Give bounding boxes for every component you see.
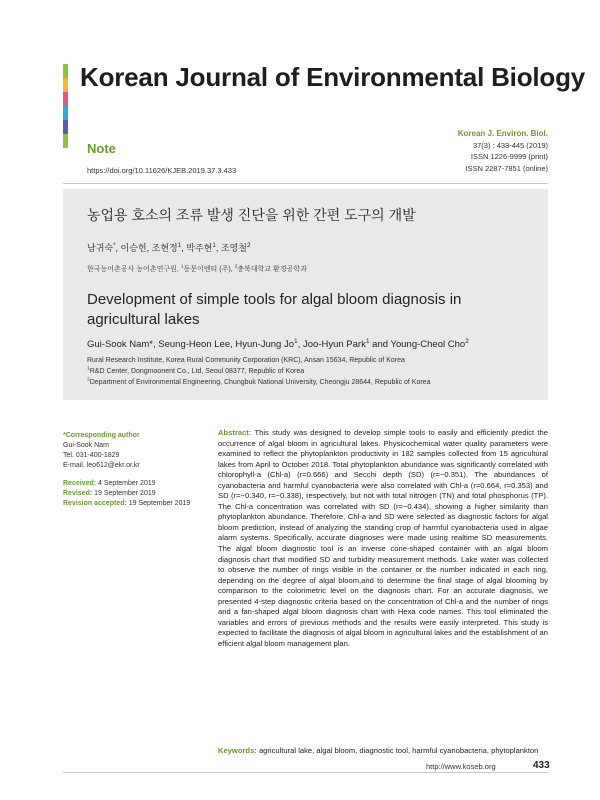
received-date: Received: 4 September 2019 <box>63 480 156 487</box>
color-bar-segment <box>63 120 68 134</box>
footer-url[interactable]: http://www.koseb.org <box>426 762 496 771</box>
abstract-text: This study was designed to develop simple tools to easily and efficiently predict the occurrence of algal bloom in agricultural lakes. Physicochemical water quality parameters were examined to reflect the phytoplankton productivity in 182 samples collected from 15 agricultural lakes from April to October 2018. Total phytoplankton abundance was significantly correlated with chlorophyll-a (Chl-a) (r=0.666) and Secchi depth (SD) (r=−0.351). The abundances of cyanobacteria and harmful cyanobacteria were also correlated with Chl-a (r=0.664, r=0.353) and SD (r=−0.340, r=−0.338), respectively, but not with total nitrogen (TN) and total phosphorus (TP). The Chl-a concentration was correlated with SD (r=−0.434), showing a higher similarity than phytoplankton abundance. Therefore, Chl-a and SD were selected as diagnostic factors for algal bloom prediction, instead of analyzing the standing crop of harmful cyanobacteria used in algae alarm systems. Specifically, accurate diagnoses were made using realtime SD measurements. The algal bloom diagnostic tool is an inverse cone-shaped container with an algal bloom diagnosis chart that modified SD and turbidity measurement methods. Lake water was collected to observe the number of rings visible in the container or the number indicated in each ring, depending on the degree of algal bloom,and to determine the final stage of algal blooming by comparison to the colorimetric level on the diagnosis chart. For an accurate diagnosis, we presented 4-step diagnostic criteria based on the concentration of Chl-a and the number of rings and a fan-shaped algal bloom diagnosis chart with Hexa code names. This tool eliminated the variables and errors of previous methods and the results were easily interpreted. This study is expected to facilitate the diagnosis of algal bloom in agricultural lakes and the establishment of an efficient algal bloom management plan. <box>218 428 548 648</box>
korean-authors: 남귀숙*, 이승헌, 조현정$^1$, 박주현$^1$, 조영철$^2$ <box>87 242 251 253</box>
corresponding-author-email: E-mail. leo612@ekr.or.kr <box>63 462 140 469</box>
affiliation-line: $^2$Department of Environmental Engineering, Chungbuk National University, Cheongju 28644, Republic of Korea <box>87 377 431 386</box>
color-bar-segment <box>63 64 68 78</box>
keywords-label: Keywords: <box>218 746 257 755</box>
keywords <box>218 746 548 757</box>
sidebar-info <box>63 431 213 509</box>
color-bar-segment <box>63 106 68 120</box>
affiliation-line: $^1$R&D Center, Dongmoonent Co., Ltd, Seoul 08377, Republic of Korea <box>87 366 305 375</box>
revised-date: Revised: 19 September 2019 <box>63 490 156 497</box>
abstract-label: Abstract: <box>218 428 252 437</box>
corresponding-author-tel: Tel. 031-400-1829 <box>63 452 120 459</box>
header-divider <box>63 183 548 184</box>
abstract <box>218 428 548 649</box>
english-authors: Gui-Sook Nam*, Seung-Heon Lee, Hyun-Jung Jo$^1$, Joo-Hyun Park$^1$ and Young-Cheol Cho$^2$ <box>87 337 469 350</box>
journal-abbreviation: Korean J. Environ. Biol. <box>457 129 548 138</box>
color-bar-segment <box>63 92 68 106</box>
affiliation-line: Rural Research Institute, Korea Rural Community Corporation (KRC), Ansan 15634, Republic of Korea <box>87 357 405 364</box>
keywords-text: agricultural lake, algal bloom, diagnostic tool, harmful cyanobacteria, phytoplankton <box>256 746 539 755</box>
color-bar-segment <box>63 134 68 148</box>
corresponding-author-name: Gui-Sook Nam <box>63 442 109 449</box>
footer-divider <box>63 772 548 773</box>
korean-title: 농업용 호소의 조류 발생 진단을 위한 간편 도구의 개발 <box>87 207 416 223</box>
color-bar-segment <box>63 78 68 92</box>
citation-block <box>458 128 548 174</box>
volume-issue: 37(3) : 433-445 (2019) <box>472 140 548 150</box>
article-type-label: Note <box>87 141 116 156</box>
issn-print: ISSN 1226-9999 (print) <box>470 152 548 161</box>
english-affiliations <box>87 355 430 388</box>
korean-affiliation: 한국농어촌공사 농어촌연구원, $^1$동문이엔티 (주), $^2$충북대학교 환경공학과 <box>87 264 307 273</box>
journal-title: Korean Journal of Environmental Biology <box>80 62 586 92</box>
accepted-date: Revision accepted: 19 September 2019 <box>63 500 191 507</box>
english-title: Development of simple tools for algal bloom diagnosis in agricultural lakes <box>87 291 462 328</box>
journal-color-bar <box>63 64 68 148</box>
doi-link[interactable]: https://doi.org/10.11626/KJEB.2019.37.3.433 <box>87 166 237 175</box>
issn-online: ISSN 2287-7851 (online) <box>465 163 548 173</box>
page-number: 433 <box>533 760 550 771</box>
corresponding-author-label: *Corresponding author <box>63 432 140 439</box>
